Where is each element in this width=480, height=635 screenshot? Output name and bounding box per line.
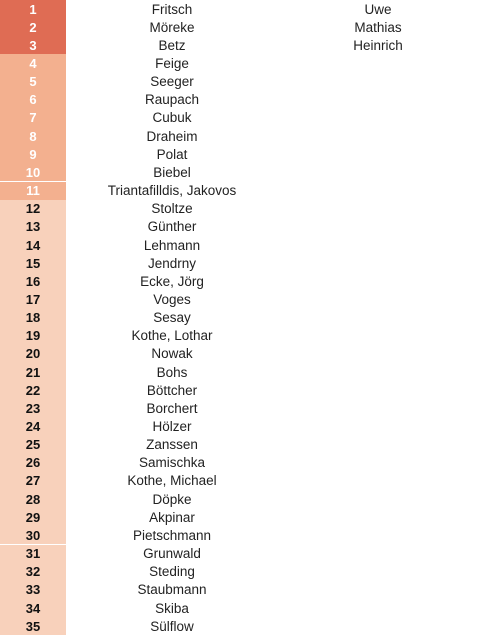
table-row <box>0 545 480 563</box>
rank-cell: 33 <box>0 581 66 599</box>
rank-cell: 25 <box>0 436 66 454</box>
table-row <box>0 454 480 472</box>
table-row <box>0 272 480 290</box>
rank-cell: 28 <box>0 490 66 508</box>
table-row <box>0 127 480 145</box>
last-name-cell: Samischka <box>138 455 206 471</box>
table-row <box>0 327 480 345</box>
rank-cell: 1 <box>0 0 66 18</box>
last-name-cell: Günther <box>147 219 197 235</box>
rank-cell: 17 <box>0 290 66 308</box>
last-name-cell: Sülflow <box>150 618 194 634</box>
last-name-cell: Pietschmann <box>132 527 212 543</box>
table-row <box>0 200 480 218</box>
rank-cell: 22 <box>0 381 66 399</box>
rank-cell: 21 <box>0 363 66 381</box>
last-name-cell: Borchert <box>146 400 198 416</box>
rank-cell: 24 <box>0 417 66 435</box>
rank-cell: 8 <box>0 127 66 145</box>
rank-cell: 4 <box>0 54 66 72</box>
last-name-cell: Zanssen <box>146 437 198 453</box>
last-name-cell: Raupach <box>144 92 200 108</box>
table-row <box>0 490 480 508</box>
table-row <box>0 218 480 236</box>
table-row <box>0 36 480 54</box>
last-name-cell: Voges <box>153 291 191 307</box>
last-name-cell: Steding <box>149 564 195 580</box>
rank-cell: 30 <box>0 526 66 544</box>
last-name-cell: Polat <box>156 146 188 162</box>
table-row <box>0 182 480 200</box>
rank-cell: 10 <box>0 163 66 181</box>
last-name-cell: Jendrny <box>147 255 197 271</box>
table-row <box>0 381 480 399</box>
rank-cell: 19 <box>0 327 66 345</box>
rank-cell: 11 <box>0 182 66 200</box>
last-name-cell: Hölzer <box>152 419 192 434</box>
table-row <box>0 436 480 454</box>
table-row <box>0 290 480 308</box>
last-name-cell: Grunwald <box>143 546 201 562</box>
rank-cell: 15 <box>0 254 66 272</box>
last-name-cell: Nowak <box>151 346 193 362</box>
table-row <box>0 91 480 109</box>
last-name-cell: Bohs <box>156 364 188 380</box>
rank-cell: 18 <box>0 309 66 327</box>
table-row <box>0 563 480 581</box>
table-row <box>0 508 480 526</box>
rank-cell: 12 <box>0 200 66 218</box>
table-row <box>0 309 480 327</box>
last-name-cell: Triantafilldis, Jakovos <box>107 183 237 199</box>
table-row <box>0 581 480 599</box>
rank-cell: 16 <box>0 272 66 290</box>
rank-cell: 13 <box>0 218 66 236</box>
rank-cell: 34 <box>0 599 66 617</box>
last-name-cell: Skiba <box>155 600 189 616</box>
table-row <box>0 417 480 435</box>
last-name-cell: Staubmann <box>137 582 207 598</box>
table-row <box>0 526 480 544</box>
rank-cell: 2 <box>0 18 66 36</box>
last-name-cell: Sesay <box>153 310 191 326</box>
last-name-cell: Lehmann <box>143 237 201 253</box>
last-name-cell: Cubuk <box>152 110 192 126</box>
last-name-cell: Draheim <box>146 128 198 144</box>
rank-cell: 9 <box>0 145 66 163</box>
rank-cell: 27 <box>0 472 66 490</box>
last-name-cell: Akpinar <box>149 509 195 525</box>
last-name-cell: Stoltze <box>151 201 193 217</box>
table-row <box>0 109 480 127</box>
rank-cell: 6 <box>0 91 66 109</box>
rank-cell: 29 <box>0 508 66 526</box>
rank-cell: 3 <box>0 36 66 54</box>
table-row <box>0 254 480 272</box>
rank-cell: 35 <box>0 617 66 635</box>
rank-cell: 31 <box>0 545 66 563</box>
last-name-cell: Böttcher <box>146 382 198 398</box>
last-name-cell: Ecke, Jörg <box>140 273 204 289</box>
rank-cell: 14 <box>0 236 66 254</box>
table-row <box>0 472 480 490</box>
last-name-cell: Biebel <box>153 164 191 180</box>
last-name-cell: Betz <box>158 37 186 53</box>
table-row <box>0 363 480 381</box>
first-name-cell: Heinrich <box>353 37 403 53</box>
last-name-cell: Feige <box>155 56 189 71</box>
table-row <box>0 0 480 18</box>
rank-cell: 23 <box>0 399 66 417</box>
table-row <box>0 18 480 36</box>
table-row <box>0 345 480 363</box>
last-name-cell: Möreke <box>149 19 195 35</box>
table-row <box>0 145 480 163</box>
last-name-cell: Seeger <box>150 74 194 90</box>
table-row <box>0 236 480 254</box>
rank-cell: 20 <box>0 345 66 363</box>
rank-cell: 5 <box>0 73 66 91</box>
rank-cell: 32 <box>0 563 66 581</box>
table-row <box>0 599 480 617</box>
last-name-cell: Kothe, Lothar <box>131 328 213 344</box>
table-row <box>0 399 480 417</box>
table-row <box>0 54 480 72</box>
rank-cell: 26 <box>0 454 66 472</box>
first-name-cell: Uwe <box>364 1 392 17</box>
table-row <box>0 163 480 181</box>
table-row <box>0 617 480 635</box>
rank-cell: 7 <box>0 109 66 127</box>
last-name-cell: Fritsch <box>151 1 193 17</box>
first-name-cell: Mathias <box>354 19 402 35</box>
table-row <box>0 73 480 91</box>
last-name-cell: Döpke <box>152 491 192 507</box>
last-name-cell: Kothe, Michael <box>127 473 217 489</box>
